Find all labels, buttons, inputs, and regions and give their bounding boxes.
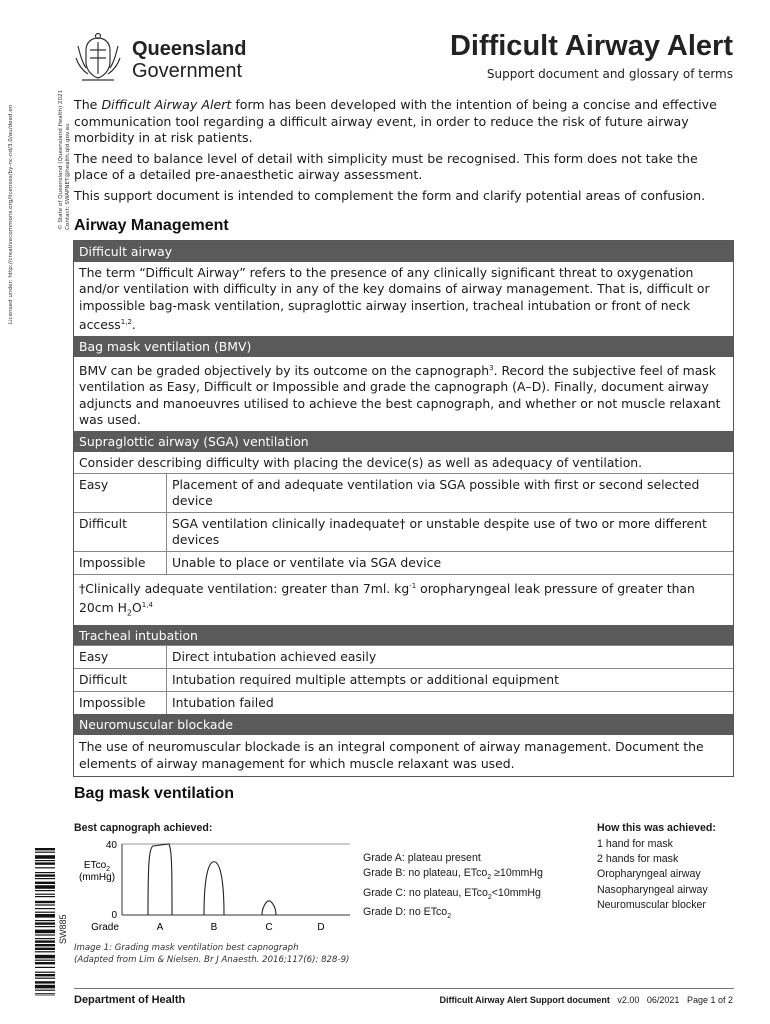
airway-management-table — [73, 240, 734, 777]
barcode-code: SW885 — [58, 914, 68, 944]
barcode-bar — [35, 852, 55, 853]
barcode-bar — [35, 985, 55, 989]
barcode-bar — [35, 914, 55, 918]
tracheal-header: Tracheal intubation — [74, 625, 733, 646]
y-tick-0: 0 — [111, 910, 117, 921]
table-row: Impossible Intubation failed — [74, 692, 733, 715]
barcode-bar — [35, 981, 55, 983]
x-tick-label-d: D — [317, 922, 325, 933]
barcode-bar — [35, 874, 55, 876]
grade-definitions — [363, 851, 543, 924]
nmb-text: The use of neuromuscular blockade is an integral component of airway management. Document the elements of airway management for which muscle relaxant was used. — [79, 739, 704, 771]
grade-definition-c: Grade C: no plateau, ETco$_2$<10mmHg — [363, 886, 541, 901]
barcode-bar — [35, 944, 55, 946]
intro-paragraph-3: This support document is intended to complement the form and clarify potential areas of confusion. — [74, 187, 706, 203]
grade-definition-d: Grade D: no ETco$_2$ — [363, 905, 452, 920]
barcode-bar — [35, 974, 55, 976]
barcode-bar — [35, 938, 55, 939]
barcode-bar — [35, 926, 55, 927]
logo-wordmark-line1: Queensland — [132, 38, 247, 60]
table-row: Easy Direct intubation achieved easily — [74, 646, 733, 669]
y-axis-label: ETco$_2$ — [83, 860, 111, 873]
sidebar-line-licence: Licensed under: http://creativecommons.org/licenses/by-nc-nd/3.0/au/deed.en — [8, 104, 14, 324]
capnograph-wave-c — [262, 901, 276, 915]
barcode-bar — [35, 885, 55, 889]
barcode-bar — [35, 960, 55, 961]
capnograph-chart — [50, 835, 350, 935]
barcode-bar — [35, 967, 55, 968]
y-axis-unit: (mmHg) — [78, 872, 116, 883]
sga-footnote: †Clinically adequate ventilation: greater than 7ml. $kg^{-1}$ oropharyngeal leak pressure of greater than 20cm $H_2O^{1,4}$ — [74, 574, 733, 626]
document-subtitle: Support document and glossary of terms — [486, 67, 733, 81]
barcode-bar — [35, 934, 55, 935]
barcode-bar — [35, 930, 55, 934]
x-tick-label-a: A — [156, 922, 164, 933]
sga-grade-table — [74, 473, 733, 574]
barcode-bar — [35, 912, 55, 913]
difficult-airway-header: Difficult airway — [74, 241, 733, 262]
table-row: Difficult Intubation required multiple attempts or additional equipment — [74, 669, 733, 692]
barcode-bar — [35, 955, 55, 959]
image-caption: Image 1: Grading mask ventilation best capnograph (Adapted from Lim & Nielsen. Br J Anaesth. 2016;117(6): 828-9) — [74, 943, 350, 965]
airway-management-heading: Airway Management — [74, 217, 229, 234]
list-item: 1 hand for mask — [597, 838, 673, 850]
list-item: Oropharyngeal airway — [597, 868, 701, 881]
barcode-bar — [35, 896, 55, 897]
sidebar-line-copyright: © State of Queensland (Queensland Health) 2021 — [58, 89, 64, 230]
bmv-text: BMV can be graded objectively by its outcome on the capnograph$^3$. Record the subjective feel of mask ventilation as Easy, Difficult or Impossible and grade the capnograph (A–D). Finally, document airway adjuncts and manoeuvres utilised to achieve the best capnograph, and whether or not muscle relaxant was used. — [79, 362, 721, 428]
barcode-bar — [35, 951, 55, 952]
sga-header: Supraglottic airway (SGA) ventilation — [74, 431, 733, 452]
tracheal-grade-table — [74, 645, 733, 714]
barcode-bar — [35, 920, 55, 921]
barcode-bar — [35, 978, 55, 979]
barcode-bar — [35, 862, 55, 864]
barcode-bar — [35, 855, 55, 859]
nmb-header: Neuromuscular blockade — [74, 714, 733, 735]
table-row: Impossible Unable to place or ventilate via SGA device — [74, 551, 733, 574]
footer-divider — [74, 988, 734, 989]
table-row: Easy Placement of and adequate ventilation via SGA possible with first or second selected device — [74, 473, 733, 512]
barcode-bar — [35, 882, 55, 884]
grade-definition-a: Grade A: plateau present — [363, 852, 481, 864]
logo-wordmark-line2: Government — [132, 60, 243, 82]
list-item: Nasopharyngeal airway — [597, 883, 708, 896]
barcode-bar — [35, 894, 55, 895]
qld-crest-logo — [72, 32, 124, 88]
sidebar-line-contact: Contact: SWAPNET@health.qld.gov.au — [65, 123, 71, 230]
x-axis-label: Grade — [91, 922, 119, 933]
barcode-bar — [35, 922, 55, 924]
barcode-bar — [35, 901, 55, 903]
how-achieved-title: How this was achieved: — [597, 822, 716, 834]
capnograph-title: Best capnograph achieved: — [74, 822, 213, 834]
bag-mask-heading: Bag mask ventilation — [74, 785, 235, 802]
capnograph-wave-a — [148, 844, 172, 915]
intro-section — [74, 97, 734, 209]
barcode-bar — [35, 990, 55, 991]
capnograph-wave-b — [204, 862, 224, 915]
list-item: 2 hands for mask — [597, 853, 679, 866]
barcode-bar — [35, 904, 55, 905]
x-tick-label-b: B — [210, 922, 218, 933]
footer-doc-info: Difficult Airway Alert Support document v2.00 06/2021 Page 1 of 2 — [439, 995, 733, 1005]
barcode — [35, 848, 55, 996]
barcode-bar — [35, 993, 55, 994]
barcode-bar — [35, 872, 55, 873]
barcode-bar — [35, 848, 55, 850]
intro-paragraph-2: The need to balance level of detail with simplicity must be recognised. This form does not take the place of a detailed pre-anaesthetic airway assessment. — [74, 150, 698, 183]
bmv-header: Bag mask ventilation (BMV) — [74, 336, 733, 357]
table-row: Difficult SGA ventilation clinically inadequate† or unstable despite use of two or more different devices — [74, 512, 733, 551]
barcode-bar — [35, 972, 55, 973]
list-item: Neuromuscular blocker — [597, 898, 706, 911]
barcode-bar — [35, 860, 55, 861]
grade-definition-b: Grade B: no plateau, ETco$_2$ ≥10mmHg — [363, 867, 543, 882]
sga-intro: Consider describing difficulty with placing the device(s) as well as adequacy of ventilation. — [79, 454, 643, 470]
barcode-bar — [35, 890, 55, 891]
difficult-airway-text: The term “Difficult Airway” refers to the presence of any clinically significant threat to oxygenation and/or ventilation with difficulty in any of the key domains of airway management. That is, difficult or impossible bag-mask ventilation, supraglottic airway insertion, tracheal intubation or front of neck access$^{1,2}$. — [79, 265, 710, 333]
y-tick-40: 40 — [105, 840, 117, 851]
x-tick-label-c: C — [265, 922, 273, 933]
how-achieved-list — [597, 837, 708, 913]
barcode-bar — [35, 948, 55, 950]
document-title: Difficult Airway Alert — [449, 30, 733, 62]
barcode-bar — [35, 908, 55, 909]
footer-department: Department of Health — [74, 994, 186, 1006]
intro-paragraph-1: The Difficult Airway Alert form has been developed with the intention of being a concise and effective communication tool regarding a difficult airway event, in order to reduce the risk of future airway morbidity in at risk patients. — [74, 97, 717, 146]
barcode-bar — [35, 867, 55, 868]
barcode-bar — [35, 962, 55, 964]
barcode-bar — [35, 940, 55, 942]
barcode-bar — [35, 878, 55, 879]
